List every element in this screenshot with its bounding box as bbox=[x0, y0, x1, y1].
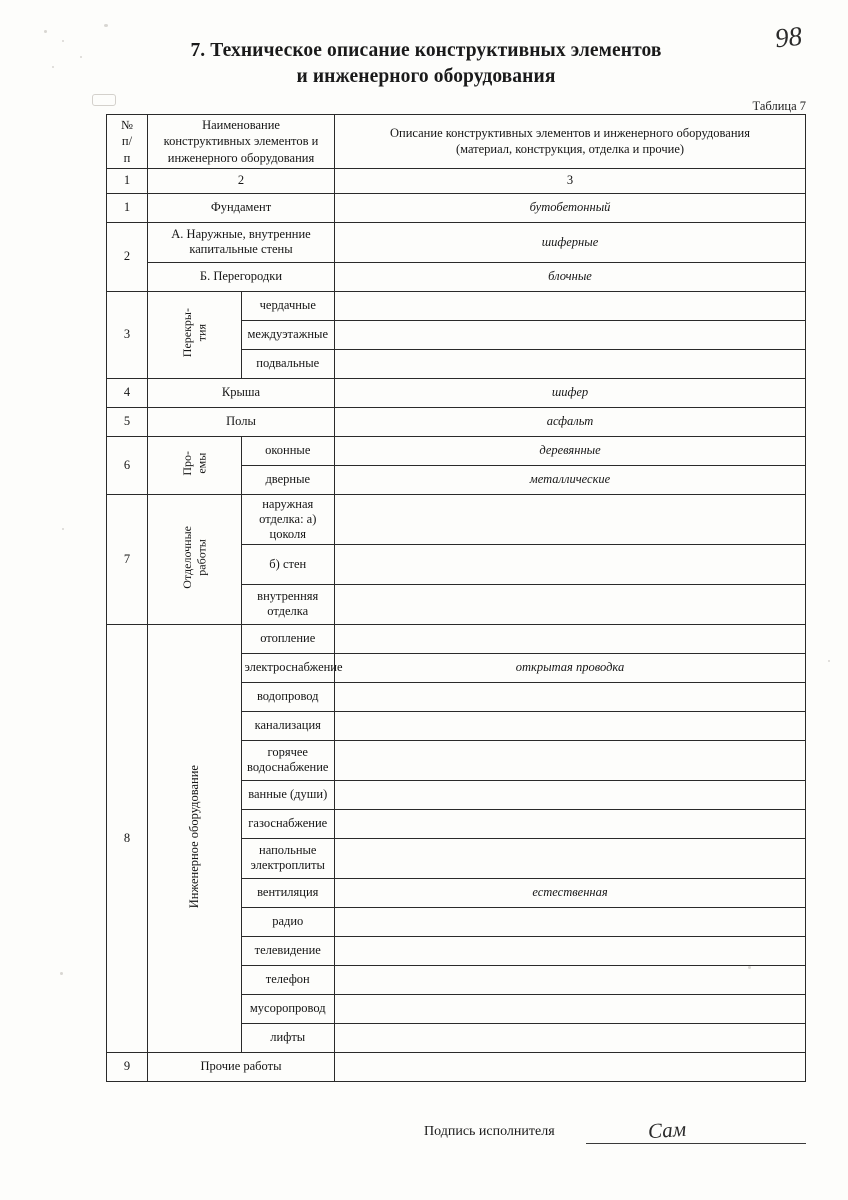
row-value bbox=[335, 1023, 806, 1052]
header-desc-line1: Описание конструктивных элементов и инженерного оборудования bbox=[390, 126, 750, 141]
row-value bbox=[335, 809, 806, 838]
row-group-label: Инженерное оборудование bbox=[186, 764, 201, 908]
table-row bbox=[107, 494, 806, 544]
row-name: горячее водоснабжение bbox=[241, 740, 335, 780]
row-name: чердачные bbox=[241, 291, 335, 320]
row-name: радио bbox=[241, 907, 335, 936]
row-name: наружная отделка: а) цоколя bbox=[241, 494, 335, 544]
row-group-perekrytia bbox=[148, 291, 242, 378]
row-name: вентиляция bbox=[241, 878, 335, 907]
scan-speck bbox=[104, 24, 108, 27]
row-value: металлические bbox=[335, 465, 806, 494]
scan-speck bbox=[60, 972, 63, 975]
row-value bbox=[335, 349, 806, 378]
header-cell-number bbox=[107, 115, 148, 169]
scan-speck bbox=[62, 528, 64, 530]
table-row bbox=[107, 193, 806, 222]
table-header-row bbox=[107, 115, 806, 169]
header-name-line1: Наименование bbox=[202, 118, 280, 132]
row-group-proemy bbox=[148, 436, 242, 494]
row-number: 6 bbox=[107, 436, 148, 494]
row-value bbox=[335, 711, 806, 740]
row-group-label: Про- емы bbox=[179, 450, 209, 476]
table-row bbox=[107, 222, 806, 262]
row-number: 3 bbox=[107, 291, 148, 378]
scan-speck bbox=[44, 30, 47, 33]
row-name: Полы bbox=[148, 407, 335, 436]
row-number: 2 bbox=[107, 222, 148, 291]
table-row bbox=[107, 436, 806, 465]
signature-block bbox=[424, 1124, 806, 1140]
row-group-inzhenernoe bbox=[148, 624, 242, 1052]
row-value bbox=[335, 936, 806, 965]
row-value: шиферные bbox=[335, 222, 806, 262]
row-group-label: Отделочные работы bbox=[179, 525, 209, 589]
row-name: междуэтажные bbox=[241, 320, 335, 349]
table-column-number-row bbox=[107, 168, 806, 193]
scan-artifact bbox=[92, 94, 116, 106]
row-name: канализация bbox=[241, 711, 335, 740]
row-name: подвальные bbox=[241, 349, 335, 378]
row-name: Фундамент bbox=[148, 193, 335, 222]
row-name: дверные bbox=[241, 465, 335, 494]
row-name: оконные bbox=[241, 436, 335, 465]
row-value bbox=[335, 584, 806, 624]
row-group-label: Перекры- тия bbox=[179, 308, 209, 358]
signature-label: Подпись исполнителя bbox=[424, 1124, 555, 1139]
row-name: телевидение bbox=[241, 936, 335, 965]
row-value: шифер bbox=[335, 378, 806, 407]
row-value bbox=[335, 965, 806, 994]
header-number-line1: № bbox=[121, 118, 133, 132]
row-name: ванные (души) bbox=[241, 780, 335, 809]
row-number: 7 bbox=[107, 494, 148, 624]
row-value bbox=[335, 740, 806, 780]
header-name-line3: инженерного оборудования bbox=[167, 150, 315, 165]
header-number-line3: п bbox=[123, 150, 131, 165]
table-row bbox=[107, 407, 806, 436]
row-name: Прочие работы bbox=[148, 1052, 335, 1081]
page-title bbox=[96, 38, 756, 91]
row-value bbox=[335, 907, 806, 936]
row-number: 9 bbox=[107, 1052, 148, 1081]
row-name: мусоропровод bbox=[241, 994, 335, 1023]
row-name: газоснабжение bbox=[241, 809, 335, 838]
row-name: внутренняя отделка bbox=[241, 584, 335, 624]
row-name: лифты bbox=[241, 1023, 335, 1052]
row-name: б) стен bbox=[241, 544, 335, 584]
row-name: телефон bbox=[241, 965, 335, 994]
header-cell-name bbox=[148, 115, 335, 169]
scan-speck bbox=[62, 40, 64, 42]
header-number-line2: п/ bbox=[121, 134, 133, 149]
row-value: открытая проводка bbox=[335, 653, 806, 682]
colnum-1: 1 bbox=[107, 168, 148, 193]
header-cell-description bbox=[335, 115, 806, 169]
row-name: электроснабжение bbox=[241, 653, 335, 682]
header-name-line2: конструктивных элементов и bbox=[163, 134, 319, 149]
row-group-otdelochnye bbox=[148, 494, 242, 624]
page-number: 98 bbox=[773, 20, 804, 54]
row-value bbox=[335, 780, 806, 809]
scan-speck bbox=[828, 660, 830, 662]
row-value: блочные bbox=[335, 262, 806, 291]
row-number: 4 bbox=[107, 378, 148, 407]
row-value: бутобетонный bbox=[335, 193, 806, 222]
row-value bbox=[335, 1052, 806, 1081]
row-number: 1 bbox=[107, 193, 148, 222]
page-title-line1: 7. Техническое описание конструктивных элементов bbox=[190, 40, 662, 61]
handwritten-signature: Сам bbox=[647, 1116, 687, 1144]
row-name: А. Наружные, внутренние капитальные стены bbox=[148, 222, 335, 262]
table-caption: Таблица 7 bbox=[752, 99, 806, 113]
row-name: Б. Перегородки bbox=[148, 262, 335, 291]
row-value: естественная bbox=[335, 878, 806, 907]
header-desc-line2: (материал, конструкция, отделка и прочие) bbox=[455, 142, 685, 157]
row-value: асфальт bbox=[335, 407, 806, 436]
page-title-line2: и инженерного оборудования bbox=[296, 66, 556, 88]
row-value bbox=[335, 320, 806, 349]
row-value bbox=[335, 544, 806, 584]
signature-rule bbox=[586, 1143, 806, 1144]
row-value bbox=[335, 624, 806, 653]
table-row bbox=[107, 291, 806, 320]
scan-speck bbox=[52, 66, 54, 68]
row-value bbox=[335, 494, 806, 544]
colnum-2: 2 bbox=[148, 168, 335, 193]
colnum-3: 3 bbox=[335, 168, 806, 193]
table-row bbox=[107, 624, 806, 653]
row-name: водопровод bbox=[241, 682, 335, 711]
row-value bbox=[335, 994, 806, 1023]
row-value: деревянные bbox=[335, 436, 806, 465]
scan-speck bbox=[80, 56, 82, 58]
row-value bbox=[335, 838, 806, 878]
row-name: напольные электроплиты bbox=[241, 838, 335, 878]
row-number: 8 bbox=[107, 624, 148, 1052]
row-name: Крыша bbox=[148, 378, 335, 407]
technical-description-table bbox=[106, 114, 806, 1082]
row-number: 5 bbox=[107, 407, 148, 436]
table-row bbox=[107, 1052, 806, 1081]
table-row bbox=[107, 262, 806, 291]
row-value bbox=[335, 291, 806, 320]
row-value bbox=[335, 682, 806, 711]
table-row bbox=[107, 378, 806, 407]
row-name: отопление bbox=[241, 624, 335, 653]
